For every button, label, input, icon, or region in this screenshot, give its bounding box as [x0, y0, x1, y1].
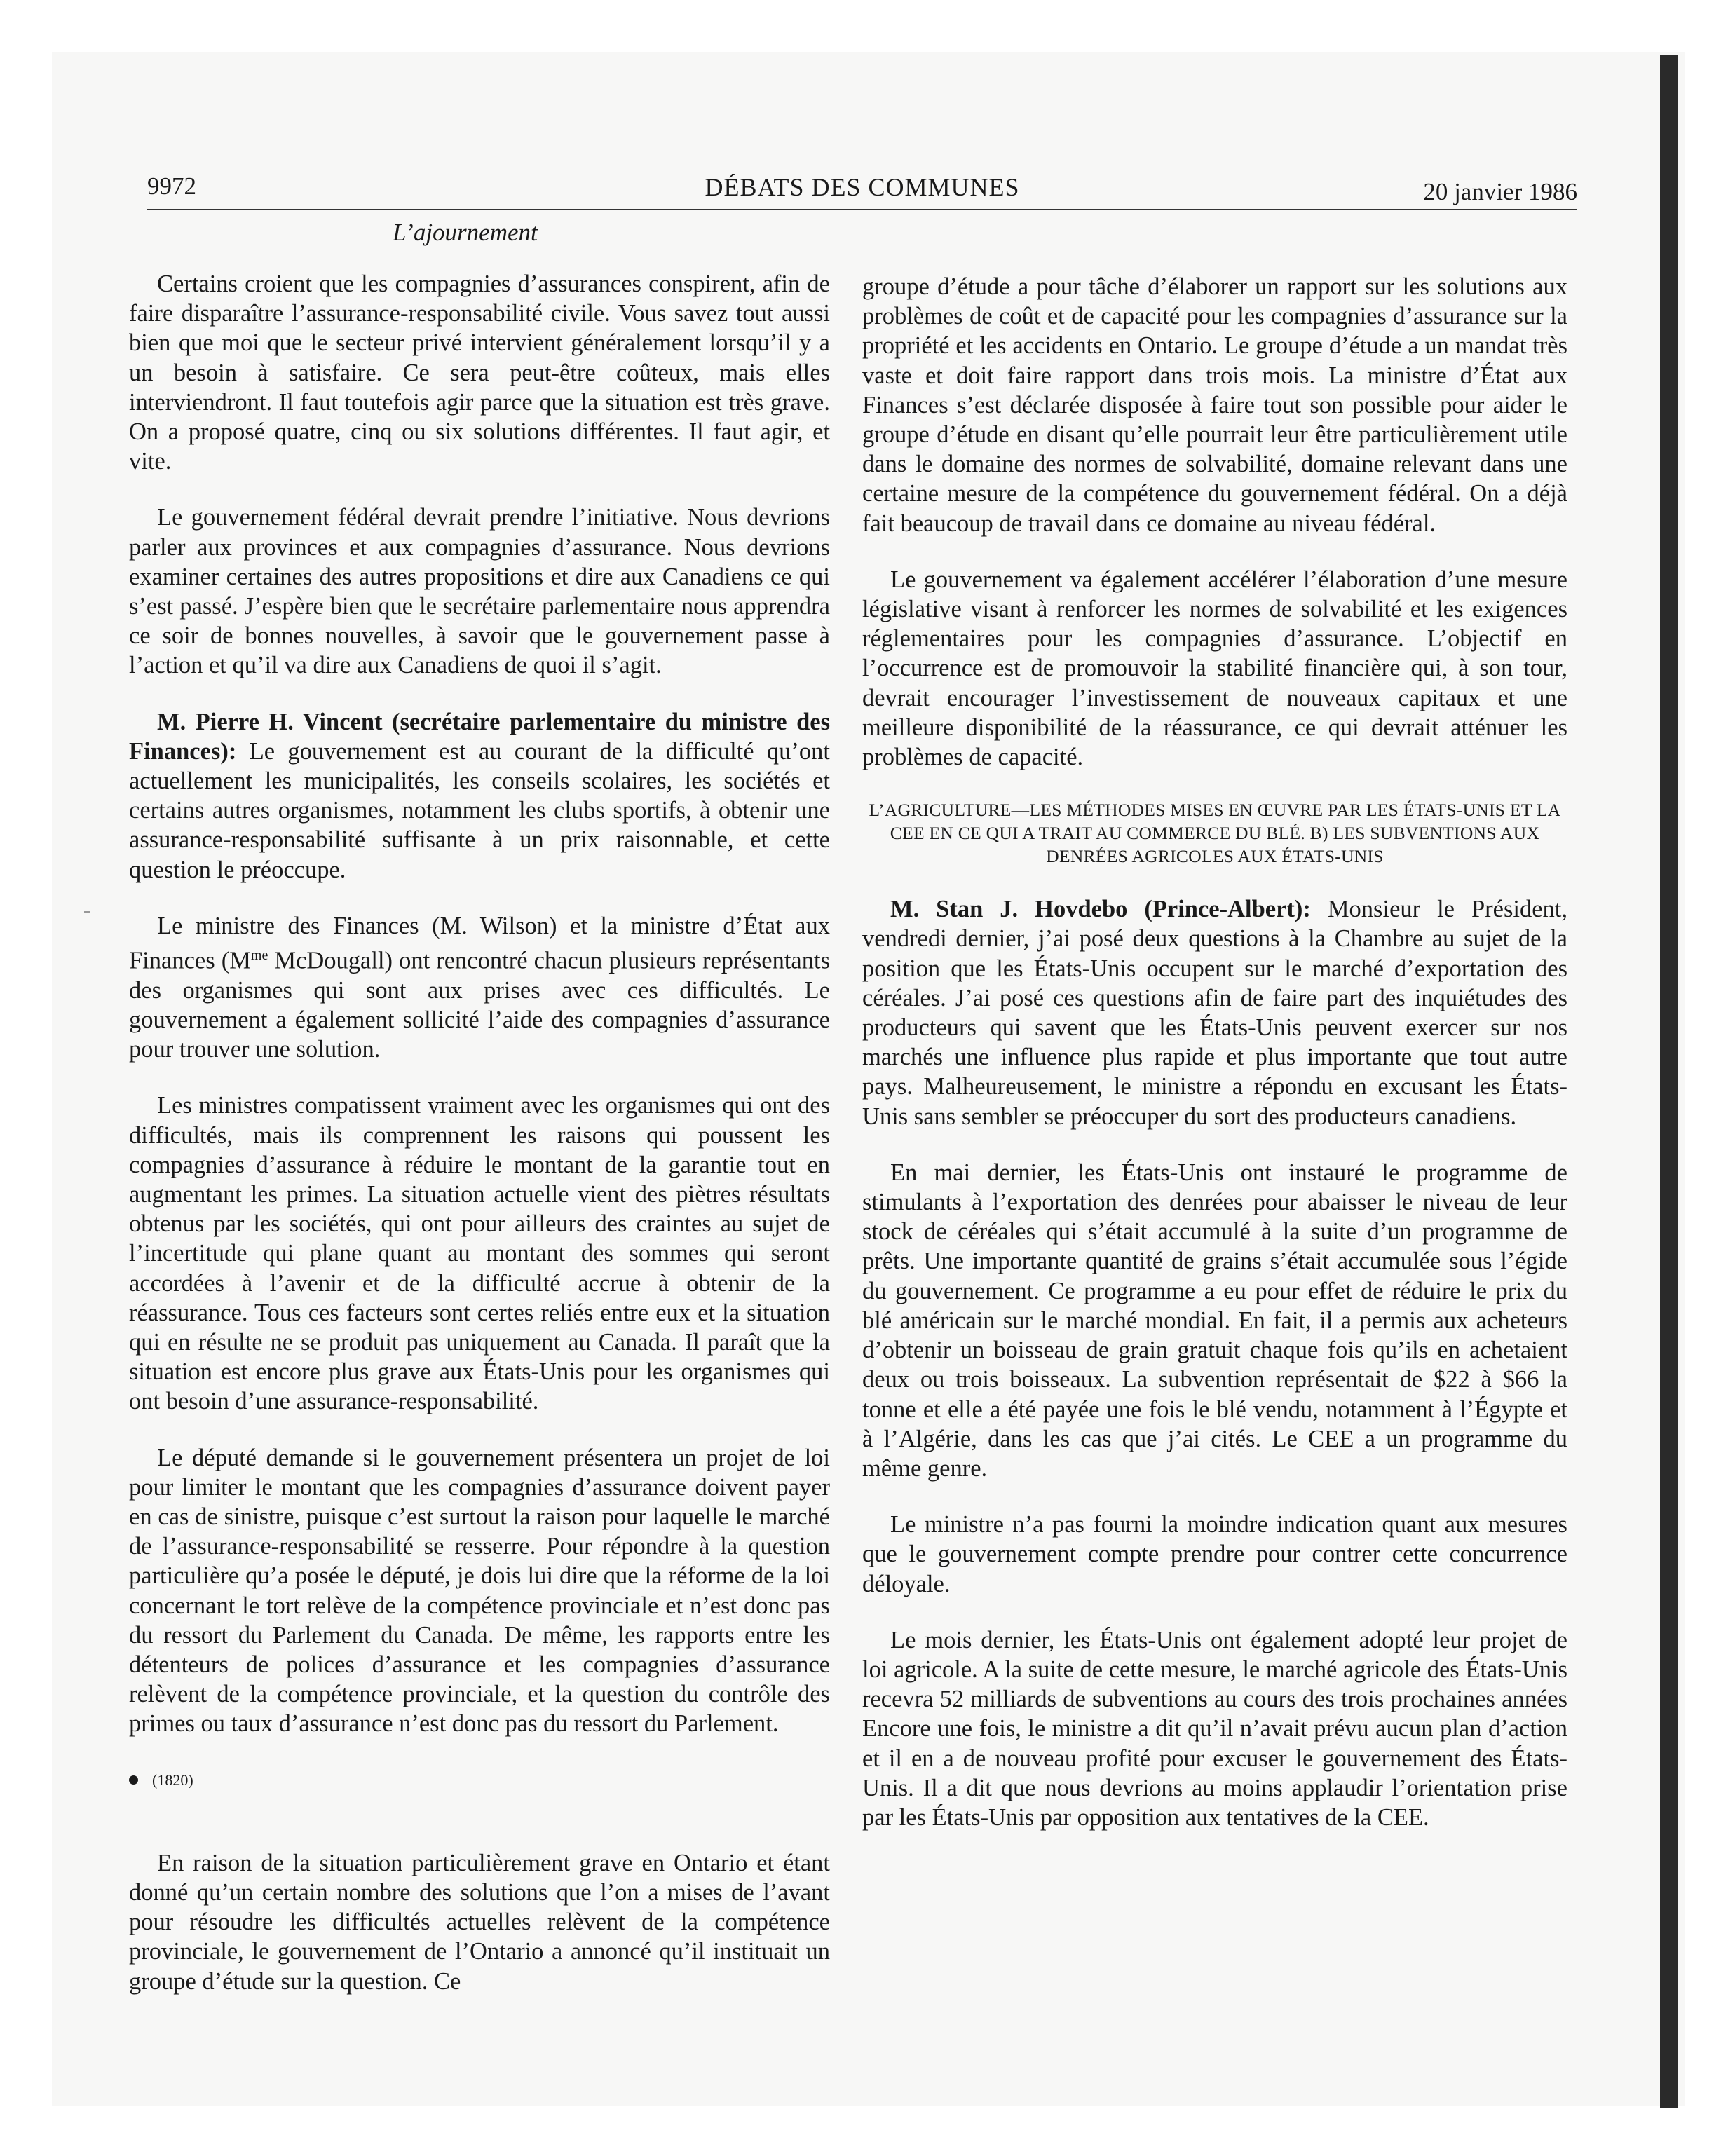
page-number: 9972: [147, 172, 196, 200]
speaker-paragraph: [862, 894, 1567, 1131]
paragraph: groupe d’étude a pour tâche d’élaborer un rapport sur les solutions aux problèmes de coût et de capacité pour les compagnies d’assurance sur la propriété et les accidents en Ontario. Le groupe d’étude a un mandat très vaste et doit faire rapport dans trois mois. La ministre d’État aux Finances s’est déclarée disposée à faire tout son possible pour aider le groupe d’étude en disant qu’elle pourrait leur être particulièrement utile dans le domaine des normes de solvabilité, domaine relevant dans une certaine mesure de la compétence du gouvernement fédéral. On a déjà fait beaucoup de travail dans ce domaine au niveau fédéral.: [862, 273, 1567, 537]
page-header: [147, 172, 1577, 210]
left-column: [129, 269, 830, 2023]
stray-mark: [84, 911, 90, 913]
paragraph: Le mois dernier, les États-Unis ont également adopté leur projet de loi agricole. A la suite de cette mesure, le marché agricole des États-Unis recevra 52 milliards de subventions au cours des trois prochaines années Encore une fois, le ministre a dit qu’il n’avait prévu aucun plan d’action et il en a de nouveau profité pour excuser le gouvernement des États-Unis. Il a dit que nous devrions au moins applaudir l’orientation prise par les États-Unis par opposition aux tentatives de la CEE.: [862, 1626, 1567, 1831]
text-run: McDougall) ont rencontré chacun plusieurs représentants des organismes qui sont aux prises avec ces difficultés. Le gouvernement a également sollicité l’aide des compagnies d’assurance pour trouver une solution.: [129, 947, 830, 1063]
paragraph: Le gouvernement fédéral devrait prendre l’initiative. Nous devrions parler aux provinces et aux compagnies d’assurance. Nous devrions examiner certaines des autres propositions et dire aux Canadiens ce qui s’est passé. J’espère bien que le secrétaire parlementaire nous apprendra ce soir de bonnes nouvelles, à savoir que le gouvernement passe à l’action et qu’il va dire aux Canadiens de quoi il s’agit.: [129, 504, 830, 679]
superscript: me: [250, 948, 268, 964]
time-marker: [129, 1766, 830, 1795]
bullet-icon: [129, 1775, 138, 1785]
section-title: L’ajournement: [393, 219, 538, 246]
paragraph: Le député demande si le gouvernement présentera un projet de loi pour limiter le montant que les compagnies d’assurance doivent payer en cas de sinistre, puisque c’est surtout la raison pour laquelle le marché de l’assurance-responsabilité se resserre. Pour répondre à la question particulière qu’a posée le député, je dois lui dire que la réforme de la loi concernant le tort relève de la compétence provinciale et n’est donc pas du ressort du Parlement du Canada. De même, les rapports entre les détenteurs de polices d’assurance et les compagnies d’assurance relèvent de la compétence provinciale, et la question du contrôle des primes ou taux d’assurance n’est donc pas du ressort du Parlement.: [129, 1444, 830, 1738]
paragraph: Le gouvernement va également accélérer l’élaboration d’une mesure législative visant à renforcer les normes de solvabilité et les exigences réglementaires pour les compagnies d’assurance. L’objectif en l’occurrence est de promouvoir la stabilité financière qui, à son tour, devrait encourager l’investissement de nouveaux capitaux et une meilleure disponibilité de la réassurance, ce qui devrait atténuer les problèmes de capacité.: [862, 566, 1567, 771]
paragraph: En mai dernier, les États-Unis ont instauré le programme de stimulants à l’exportation des denrées pour abaisser le niveau de leur stock de céréales qui s’était accumulé à la suite d’un programme de prêts. Une importante quantité de grains s’était accumulée sous l’égide du gouvernement. Ce programme a eu pour effet de réduire le prix du blé américain sur le marché mondial. En fait, il a permis aux acheteurs d’obtenir un boisseau de grain gratuit chaque fois qu’ils en achetaient deux ou trois boisseaux. La subvention représentait de $22 à $66 la tonne et elle a été payée une fois le blé vendu, notamment à l’Égypte et à l’Algérie, dans les cas que j’ai cités. Le CEE a un programme du même genre.: [862, 1159, 1567, 1482]
scan-edge-bar: [1660, 55, 1678, 2108]
speaker-paragraph: [129, 707, 830, 885]
text-run: Le ministre des Finances (M. Wilson) et la ministre d’État aux Finances (M: [129, 912, 830, 974]
speech-text: Monsieur le Président, vendredi dernier, j’ai posé deux questions à la Chambre au sujet de la position que les États-Unis occupent sur le marché d’exportation des céréales. J’ai posé ces questions afin de faire part des inquiétudes des producteurs qui savent que les États-Unis peuvent exercer sur nos marchés une influence plus rapide et plus importante que tout autre pays. Malheureusement, le ministre a répondu en excusant les États-Unis sans sembler se préoccuper du sort des producteurs canadiens.: [862, 896, 1567, 1130]
paragraph: Les ministres compatissent vraiment avec les organismes qui ont des difficultés, mais ils comprennent les raisons qui poussent les compagnies d’assurance à réduire le montant de la garantie tout en augmentant les primes. La situation actuelle vient des piètres résultats obtenus par les sociétés, qui ont pour ailleurs des craintes au sujet de l’incertitude qui plane quant au montant des sommes qui seront accordées à l’avenir et de la difficulté accrue à obtenir de la réassurance. Tous ces facteurs sont certes reliés entre eux et la situation qui en résulte ne se produit pas uniquement au Canada. Il paraît que la situation est encore plus grave aux États-Unis pour les organismes qui ont besoin d’une assurance-responsabilité.: [129, 1092, 830, 1415]
publication-title: DÉBATS DES COMMUNES: [705, 173, 1020, 201]
paragraph: Certains croient que les compagnies d’assurances conspirent, afin de faire disparaître l’assurance-responsabilité civile. Vous savez tout aussi bien que moi que le secteur privé intervient généralement lorsqu’il y a un besoin à satisfaire. Ce sera peut-être coûteux, mais elles interviendront. Il faut toutefois agir parce que la situation est très grave. On a proposé quatre, cinq ou six solutions différentes. Il faut agir, et vite.: [129, 271, 830, 475]
right-column: [862, 272, 1567, 1859]
speaker-name: M. Pierre H. Vincent (secrétaire parlementaire du ministre des Finances):: [129, 708, 830, 765]
paragraph: En raison de la situation particulièrement grave en Ontario et étant donné qu’un certain nombre des solutions que l’on a mises de l’avant pour résoudre les difficultés actuelles relèvent de la compétence provinciale, le gouvernement de l’Ontario a annoncé qu’il instituait un groupe d’étude sur la question. Ce: [129, 1849, 830, 1995]
speaker-name: M. Stan J. Hovdebo (Prince-Albert):: [890, 896, 1311, 923]
speech-text: Le gouvernement est au courant de la difficulté qu’ont actuellement les municipalités, les conseils scolaires, les sociétés et certains autres organismes, notamment les clubs sportifs, à obtenir une assurance-responsabilité suffisante à un prix raisonnable, et cette question le préoccupe.: [129, 737, 830, 883]
subject-heading: L’AGRICULTURE—LES MÉTHODES MISES EN ŒUVRE PAR LES ÉTATS-UNIS ET LA CEE EN CE QUI A TRAIT AU COMMERCE DU BLÉ. B) LES SUBVENTIONS AUX DENRÉES AGRICOLES AUX ÉTATS-UNIS: [869, 800, 1561, 867]
paragraph: Le ministre n’a pas fourni la moindre indication quant aux mesures que le gouvernement compte prendre pour contrer cette concurrence déloyale.: [862, 1511, 1567, 1597]
time-stamp: (1820): [152, 1770, 193, 1789]
paragraph: [129, 911, 830, 1065]
page-date: 20 janvier 1986: [1423, 178, 1577, 205]
